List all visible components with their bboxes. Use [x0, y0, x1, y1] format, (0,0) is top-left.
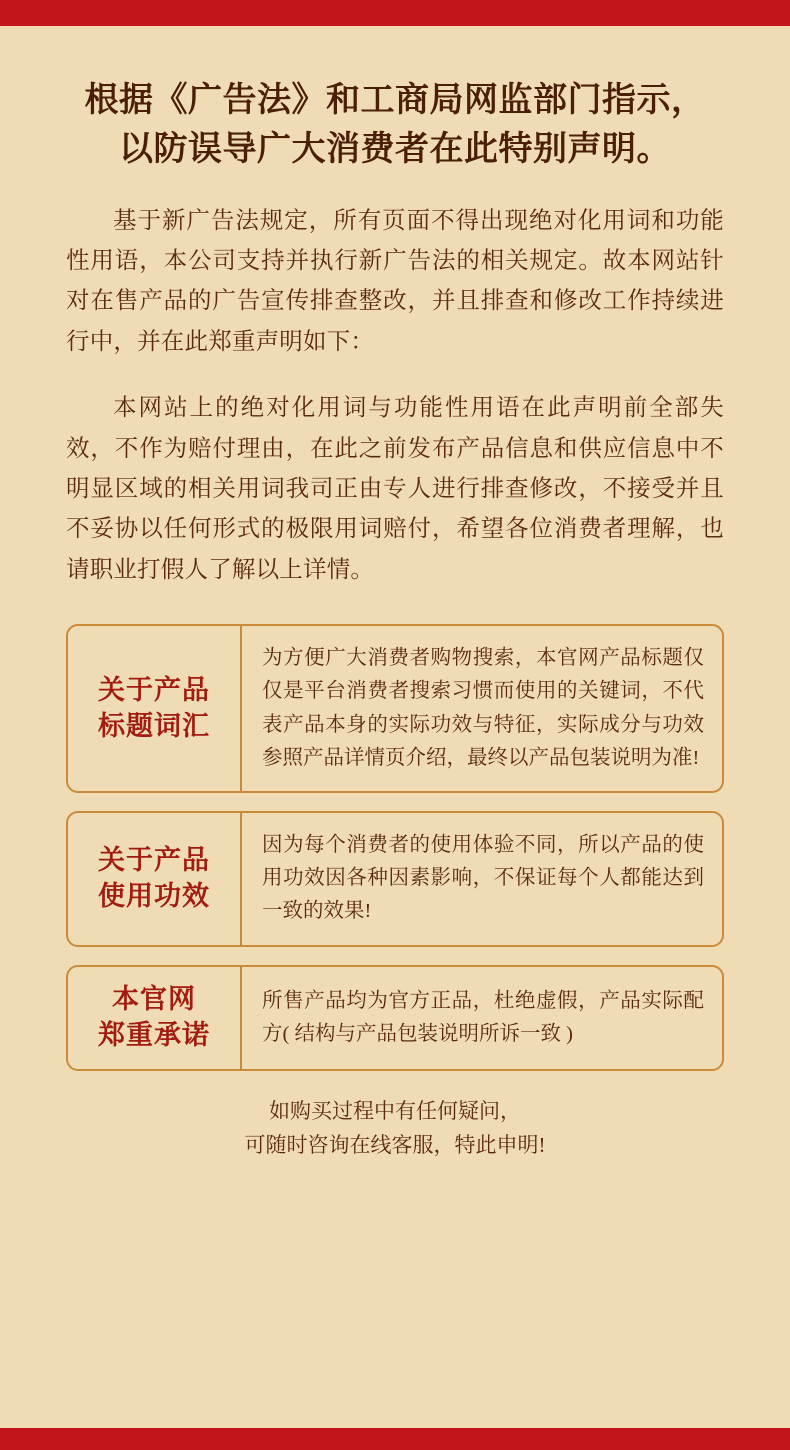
bottom-decorative-bar — [0, 1428, 790, 1450]
card-title-line-1: 本官网 — [112, 984, 196, 1015]
page-content — [0, 26, 790, 1428]
page-title — [66, 76, 724, 175]
card-title — [68, 626, 242, 791]
statement-card-list — [66, 624, 724, 1071]
statement-card — [66, 811, 724, 947]
card-title-line-2: 郑重承诺 — [98, 1019, 210, 1050]
footer-note-line-1: 如购买过程中有任何疑问， — [269, 1099, 521, 1124]
footer-note-line-2: 可随时咨询在线客服，特此申明! — [244, 1132, 546, 1157]
card-body: 为方便广大消费者购物搜索，本官网产品标题仅仅是平台消费者搜索习惯而使用的关键词，不代表产品本身的实际功效与特征，实际成分与功效参照产品详情页介绍，最终以产品包装说明为准! — [262, 647, 704, 769]
card-title-line-1: 关于产品 — [98, 675, 210, 706]
card-title — [68, 813, 242, 945]
card-title-line-1: 关于产品 — [98, 845, 210, 876]
card-title-line-2: 使用功效 — [98, 880, 210, 911]
card-title-line-2: 标题词汇 — [98, 710, 210, 741]
top-decorative-bar — [0, 0, 790, 26]
card-title — [68, 967, 242, 1069]
page-title-line-1: 根据《广告法》和工商局网监部门指示， — [84, 82, 706, 119]
footer-note — [66, 1095, 724, 1162]
statement-paragraph-1: 基于新广告法规定，所有页面不得出现绝对化用词和功能性用语，本公司支持并执行新广告法的相关规定。故本网站针对在售产品的广告宣传排查整改，并且排查和修改工作持续进行中，并在此郑重声明如下： — [66, 207, 724, 355]
statement-card — [66, 624, 724, 793]
page-title-line-2: 以防误导广大消费者在此特别声明。 — [119, 131, 671, 169]
card-body: 因为每个消费者的使用体验不同，所以产品的使用功效因各种因素影响，不保证每个人都能达到一致的效果! — [262, 834, 704, 923]
statement-card — [66, 965, 724, 1071]
statement-paragraph-2: 本网站上的绝对化用词与功能性用语在此声明前全部失效，不作为赔付理由，在此之前发布产品信息和供应信息中不明显区域的相关用词我司正由专人进行排查修改，不接受并且不妥协以任何形式的极限用词赔付，希望各位消费者理解，也请职业打假人了解以上详情。 — [66, 395, 724, 583]
card-body: 所售产品均为官方正品，杜绝虚假，产品实际配方( 结构与产品包装说明所诉一致 ) — [262, 989, 704, 1045]
